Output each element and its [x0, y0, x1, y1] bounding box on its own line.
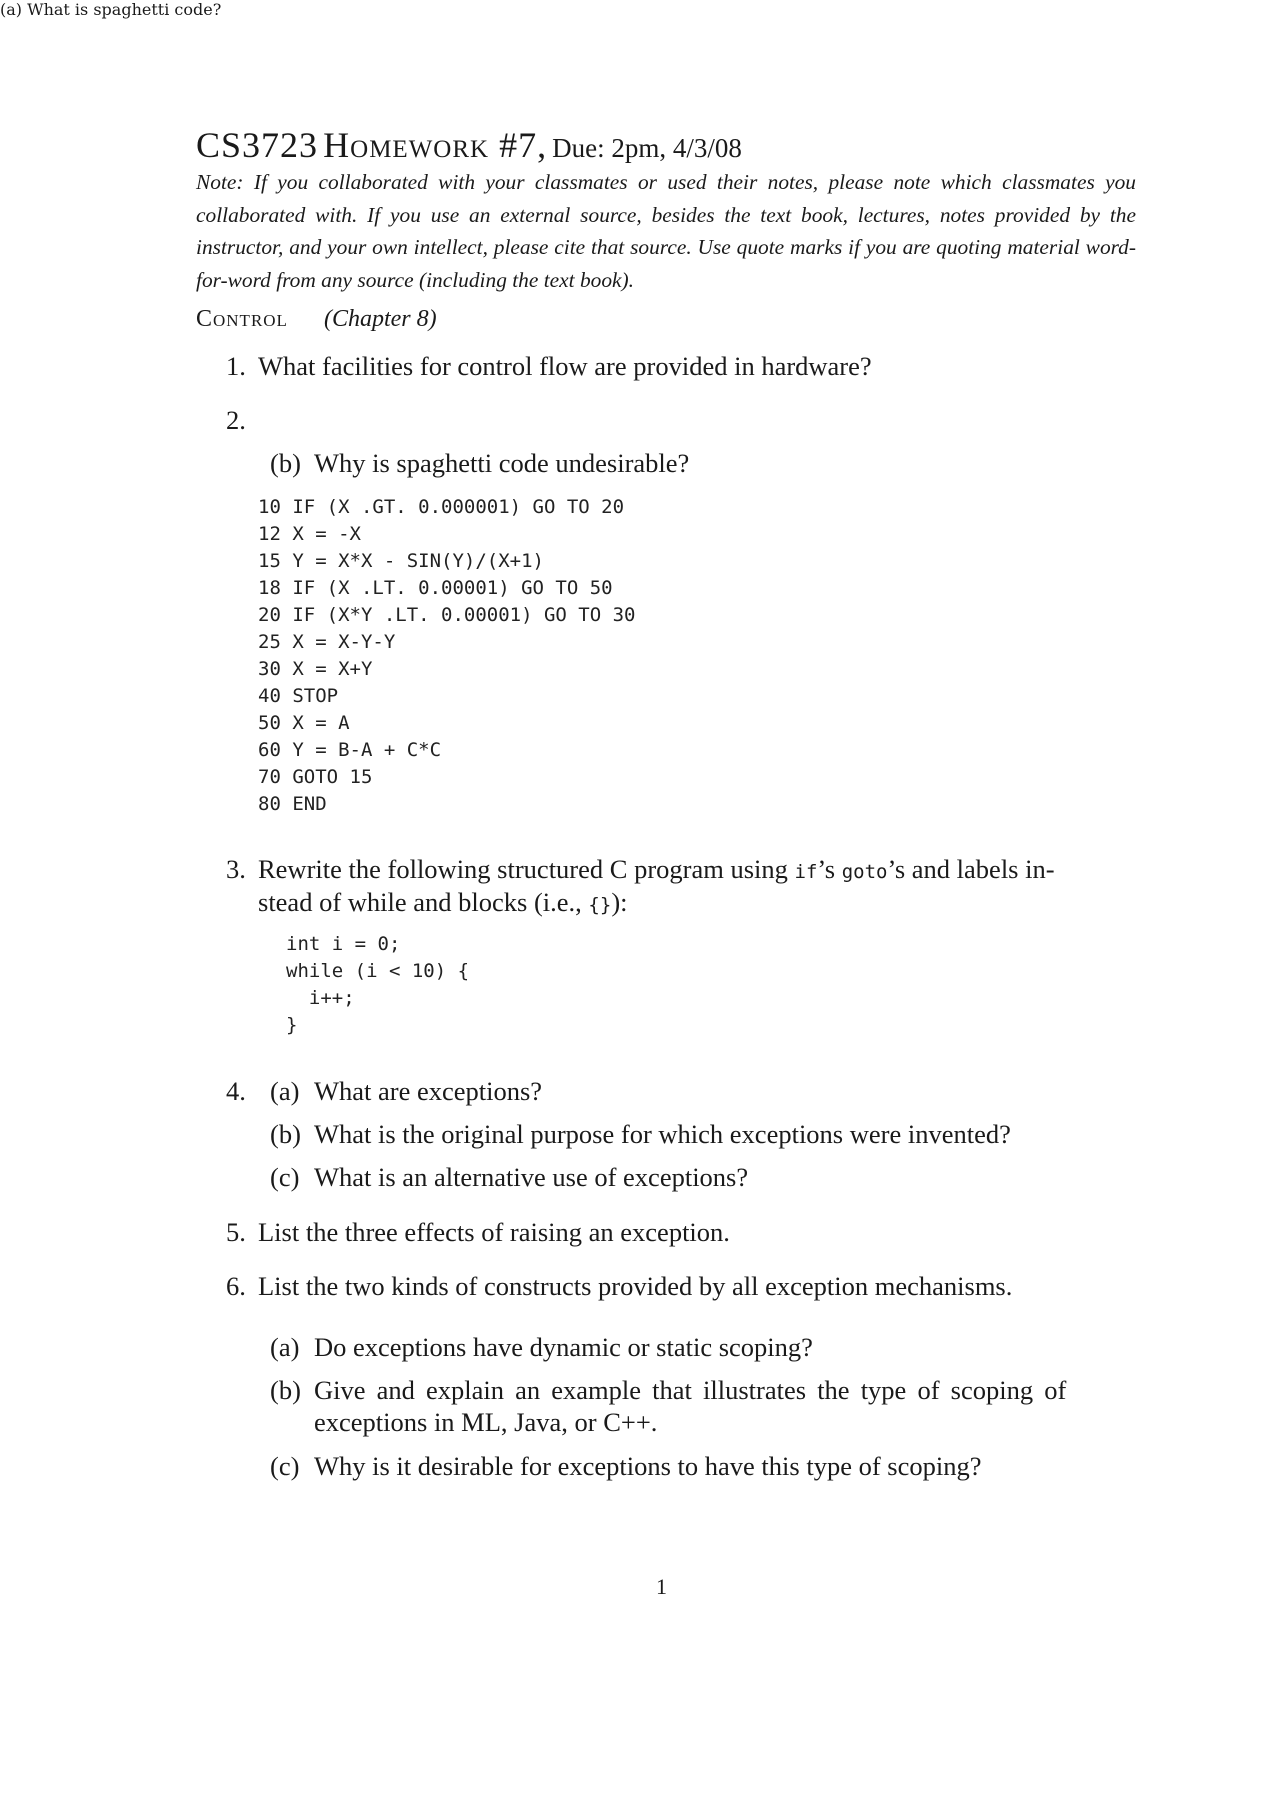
question-text: List the two kinds of constructs provided by all exception mechanisms.: [258, 1271, 1013, 1301]
text-fragment: ):: [611, 887, 628, 917]
sub-text: Why is it desirable for exceptions to have this type of scoping?: [314, 1451, 982, 1481]
question-number: 3.: [226, 854, 246, 884]
code-line: 30 X = X+Y: [258, 658, 373, 680]
page-number: 1: [656, 1574, 667, 1599]
course-code: CS3723: [196, 125, 319, 165]
sub-text-line-1: [314, 1374, 1132, 1407]
sub-text: What is an alternative use of exceptions?: [314, 1162, 749, 1192]
section-heading: [196, 306, 437, 333]
collaboration-note: Note: If you collaborated with your classmates or used their notes, please note which classmates you collaborated with. If you use an external source, besides the text book, lectures, notes provided by the instructor, and your own intellect, please cite that source. Use quote marks if you are quoting material word-for-word from any source (including the text book).: [196, 170, 1136, 292]
sub-text: Why is spaghetti code undesirable?: [314, 448, 690, 478]
text-fragment: ’s and labels in-: [887, 854, 1055, 884]
code-line: 70 GOTO 15: [258, 766, 373, 788]
sub-text: What is the original purpose for which exceptions were invented?: [314, 1119, 1011, 1149]
inline-code: {}: [588, 894, 612, 916]
text-fragment: Give and explain an example that illustrates the type of scoping of: [314, 1375, 1067, 1405]
question-text-line-2: [258, 886, 628, 922]
question-number: 1.: [226, 351, 246, 381]
question-text-line-1: [258, 853, 1055, 889]
sub-text: What is spaghetti code?: [27, 0, 222, 19]
inline-code: if: [794, 861, 818, 883]
sub-text-line-2: exceptions in ML, Java, or C++.: [314, 1407, 658, 1437]
code-line: 15 Y = X*X - SIN(Y)/(X+1): [258, 550, 544, 572]
question-2a: [0, 0, 1280, 19]
code-line: 25 X = X-Y-Y: [258, 631, 396, 653]
code-line: int i = 0;: [286, 933, 401, 955]
inline-code: goto: [841, 861, 888, 883]
code-line: 10 IF (X .GT. 0.000001) GO TO 20: [258, 496, 625, 518]
sub-label: (a): [270, 1332, 300, 1362]
code-line: 50 X = A: [258, 712, 350, 734]
page-title: [196, 124, 742, 166]
sub-label: (b): [270, 1119, 301, 1149]
code-line: 18 IF (X .LT. 0.00001) GO TO 50: [258, 577, 613, 599]
question-number: 4.: [226, 1076, 246, 1106]
question-number: 6.: [226, 1271, 246, 1301]
code-line: 12 X = -X: [258, 523, 361, 545]
code-line: while (i < 10) {: [286, 960, 470, 982]
text-fragment: ’s: [817, 854, 842, 884]
section-chapter: (Chapter 8): [323, 306, 437, 332]
sub-label: (b): [270, 448, 301, 478]
code-line: 60 Y = B-A + C*C: [258, 739, 442, 761]
question-text: What facilities for control flow are provided in hardware?: [258, 351, 872, 381]
code-line: 20 IF (X*Y .LT. 0.00001) GO TO 30: [258, 604, 636, 626]
section-name: Control: [196, 306, 288, 332]
sub-label: (c): [270, 1451, 300, 1481]
sub-label: (a): [0, 0, 23, 19]
text-fragment: stead of while and blocks (i.e.,: [258, 887, 589, 917]
sub-label: (c): [270, 1162, 300, 1192]
question-number: 2.: [226, 405, 246, 435]
sub-label: (a): [270, 1076, 300, 1106]
sub-text: What are exceptions?: [314, 1076, 543, 1106]
fortran-code-block: [258, 494, 636, 818]
question-number: 5.: [226, 1217, 246, 1247]
code-line: 40 STOP: [258, 685, 339, 707]
code-line: i++;: [286, 987, 355, 1009]
text-fragment: Rewrite the following structured C program using: [258, 854, 795, 884]
sub-label: (b): [270, 1375, 301, 1405]
sub-text: Do exceptions have dynamic or static scoping?: [314, 1332, 813, 1362]
c-code-block: [286, 931, 469, 1039]
homework-title: Homework #7,: [323, 125, 548, 165]
code-line: 80 END: [258, 793, 327, 815]
code-line: }: [286, 1014, 298, 1036]
due-date: Due: 2pm, 4/3/08: [552, 133, 742, 163]
question-text: List the three effects of raising an exception.: [258, 1217, 730, 1247]
